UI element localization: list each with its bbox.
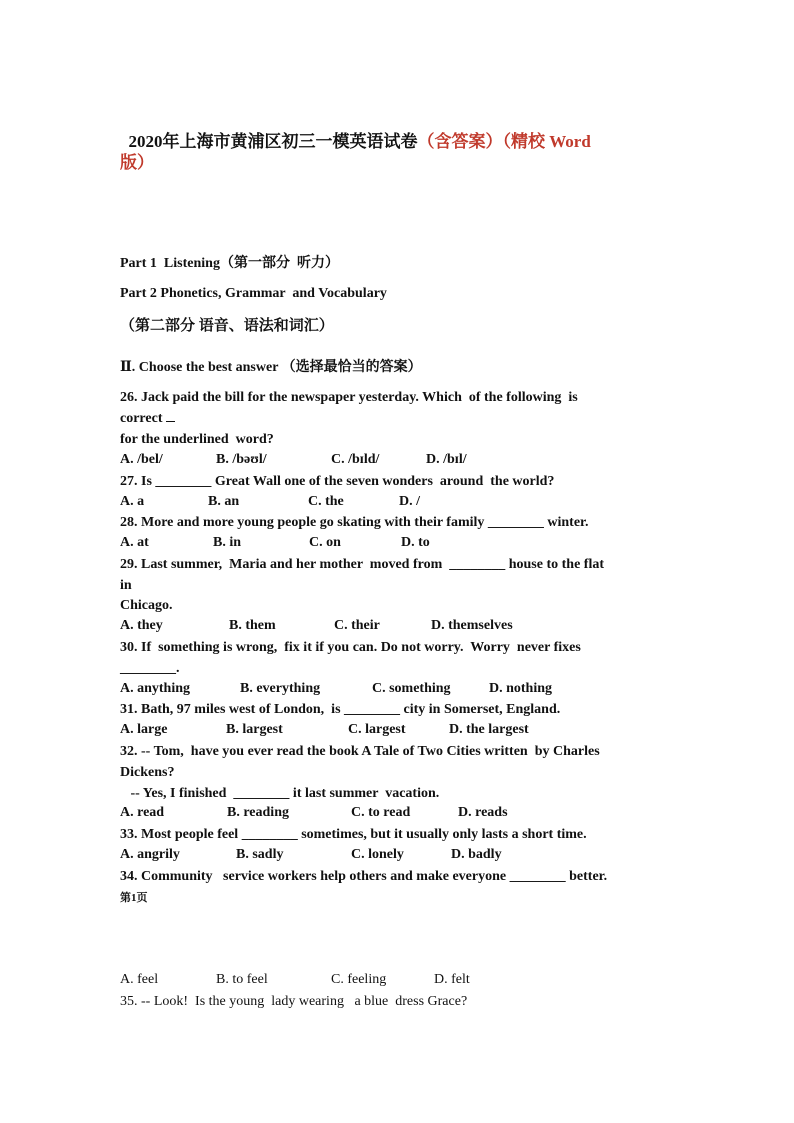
title-main: 2020年上海市黄浦区初三一模英语试卷: [128, 132, 418, 151]
q33-text: 33. Most people feel ________ sometimes, but it usually only lasts a short time.: [120, 827, 587, 842]
q33-option-b: B. sadly: [236, 847, 284, 862]
q29-option-d: D. themselves: [431, 618, 513, 633]
blank-mark: [166, 421, 175, 422]
q31-option-b: B. largest: [226, 722, 283, 737]
q26-option-a: A. /bel/: [120, 452, 163, 467]
q32-option-b: B. reading: [227, 805, 289, 820]
q26-option-b: B. /bəʊl/: [216, 452, 267, 467]
q30-option-d: D. nothing: [489, 681, 553, 696]
part2-heading: Part 2 Phonetics, Grammar and Vocabulary: [120, 286, 387, 301]
q31-text: 31. Bath, 97 miles west of London, is ________ city in Somerset, England.: [120, 702, 561, 717]
title-suffix: （含答案）（精校 Word: [417, 132, 591, 151]
q26-line1: 26. Jack paid the bill for the newspaper yesterday. Which of the following is: [120, 390, 578, 405]
part2-heading-cn: （第二部分 语音、语法和词汇）: [120, 318, 334, 334]
q32-line1: 32. -- Tom, have you ever read the book A Tale of Two Cities written by Charles: [120, 744, 600, 759]
q30-line2: ________.: [120, 661, 180, 676]
q29-line2: in: [120, 578, 132, 593]
doc-title-line1: [120, 107, 591, 152]
q27-option-d: D. /: [399, 494, 420, 509]
q33-option-d: D. badly: [451, 847, 502, 862]
q26-option-c: C. /bɪld/: [331, 452, 380, 467]
q28-option-b: B. in: [213, 535, 242, 550]
q29-option-c: C. their: [334, 618, 380, 633]
q29-line3: Chicago.: [120, 598, 173, 613]
q29-line1: 29. Last summer, Maria and her mother moved from ________ house to the flat: [120, 557, 605, 572]
q33-option-a: A. angrily: [120, 847, 180, 862]
q33-option-c: C. lonely: [351, 847, 404, 862]
q32-option-a: A. read: [120, 805, 165, 820]
q31-option-d: D. the largest: [449, 722, 529, 737]
q31-option-a: A. large: [120, 722, 168, 737]
q28-option-a: A. at: [120, 535, 149, 550]
doc-title-line2: 版）: [120, 153, 154, 172]
q29-option-a: A. they: [120, 618, 163, 633]
section2-heading: Ⅱ. Choose the best answer （选择最恰当的答案）: [120, 360, 422, 375]
q27-option-b: B. an: [208, 494, 240, 509]
q30-option-b: B. everything: [240, 681, 321, 696]
page-number: 第1页: [120, 892, 148, 904]
q31-option-c: C. largest: [348, 722, 406, 737]
q32-option-d: D. reads: [458, 805, 508, 820]
q35-text: 35. -- Look! Is the young lady wearing a blue dress Grace?: [120, 994, 468, 1009]
q34-text: 34. Community service workers help others and make everyone ________ better.: [120, 869, 608, 884]
q26-option-d: D. /bɪl/: [426, 452, 467, 467]
q26-line2: [120, 410, 175, 428]
part1-heading: Part 1 Listening（第一部分 听力）: [120, 256, 339, 271]
q34-option-c: C. feeling: [331, 972, 387, 987]
q26-line3: for the underlined word?: [120, 432, 274, 447]
q34-option-a: A. feel: [120, 972, 159, 987]
q27-text: 27. Is ________ Great Wall one of the seven wonders around the world?: [120, 474, 555, 489]
q30-option-c: C. something: [372, 681, 451, 696]
q27-option-a: A. a: [120, 494, 145, 509]
q32-line2: Dickens?: [120, 765, 175, 780]
q27-option-c: C. the: [308, 494, 344, 509]
q30-line1: 30. If something is wrong, fix it if you can. Do not worry. Worry never fixes: [120, 640, 581, 655]
q26-correct: correct: [120, 411, 163, 426]
q34-option-b: B. to feel: [216, 972, 268, 987]
q30-option-a: A. anything: [120, 681, 191, 696]
q28-option-c: C. on: [309, 535, 341, 550]
q28-option-d: D. to: [401, 535, 430, 550]
q29-option-b: B. them: [229, 618, 276, 633]
q28-text: 28. More and more young people go skating with their family ________ winter.: [120, 515, 589, 530]
q34-option-d: D. felt: [434, 972, 470, 987]
q32-option-c: C. to read: [351, 805, 411, 820]
q32-line3: -- Yes, I finished ________ it last summer vacation.: [120, 786, 440, 801]
